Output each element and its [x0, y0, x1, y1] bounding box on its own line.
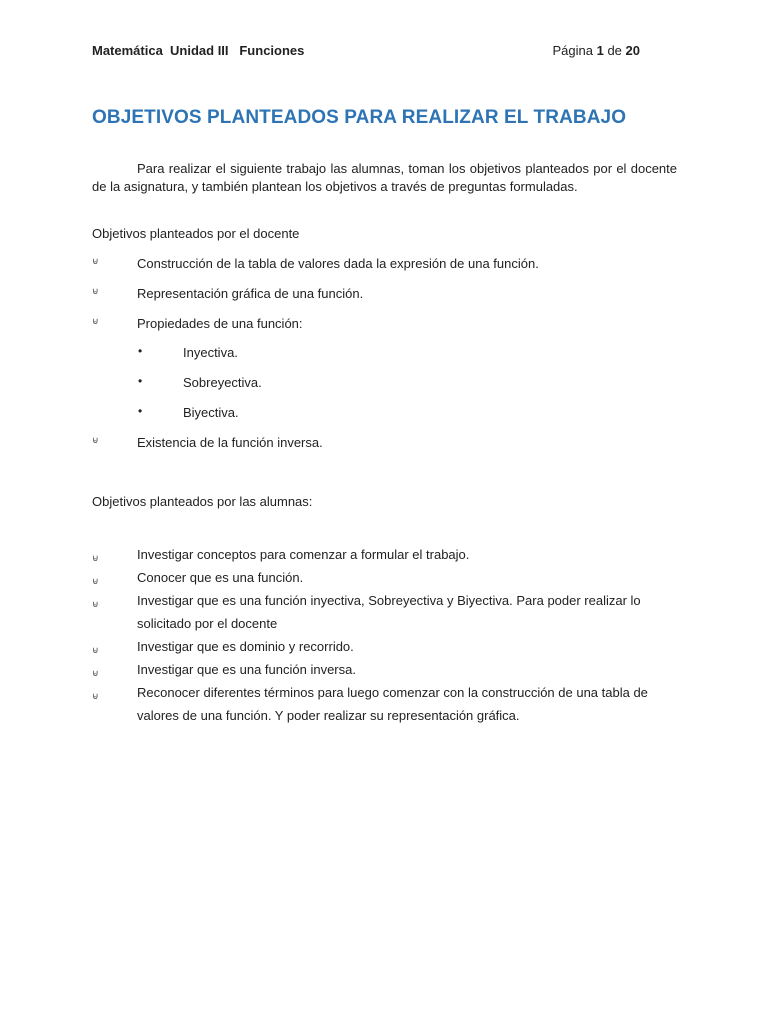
page-header — [92, 43, 640, 61]
dot-bullet-icon: • — [138, 404, 143, 418]
bullet-icon: ⊌ — [92, 599, 99, 609]
bullet-icon: ⊌ — [92, 435, 99, 445]
bullet-icon: ⊌ — [92, 256, 99, 266]
teacher-objective-text: Propiedades de una función: — [137, 316, 303, 331]
teacher-objective-text: Representación gráfica de una función. — [137, 286, 364, 301]
bullet-icon: ⊌ — [92, 576, 99, 586]
bullet-icon: ⊌ — [92, 553, 99, 563]
header-total-pages: 20 — [625, 43, 640, 58]
bullet-icon: ⊌ — [92, 645, 99, 655]
student-objective-text: Investigar que es dominio y recorrido. — [137, 639, 354, 654]
dot-bullet-icon: • — [138, 344, 143, 358]
teacher-objective-text: Existencia de la función inversa. — [137, 435, 323, 450]
header-of-word: de — [603, 43, 626, 58]
teacher-objectives-label: Objetivos planteados por el docente — [92, 226, 300, 241]
bullet-icon: ⊌ — [92, 668, 99, 678]
teacher-objective-text: Construcción de la tabla de valores dada la expresión de una función. — [137, 256, 539, 271]
student-objective-text: Investigar que es una función inyectiva, Sobreyectiva y Biyectiva. Para poder realizar lo solicitado por el docente — [137, 593, 641, 631]
header-subject: Matemática Unidad III Funciones — [92, 43, 305, 58]
function-property-text: Biyectiva. — [183, 405, 239, 420]
student-objective-text: Investigar conceptos para comenzar a formular el trabajo. — [137, 547, 470, 562]
header-page-number: 1 — [596, 43, 604, 58]
student-objective-text: Reconocer diferentes términos para luego comenzar con la construcción de una tabla de valores de una función. Y poder realizar su representación gráfica. — [137, 685, 648, 723]
student-objective-text: Conocer que es una función. — [137, 570, 304, 585]
dot-bullet-icon: • — [138, 374, 143, 388]
bullet-icon: ⊌ — [92, 316, 99, 326]
header-page-word: Página — [552, 43, 597, 58]
function-property-text: Sobreyectiva. — [183, 375, 262, 390]
student-objectives-label: Objetivos planteados por las alumnas: — [92, 494, 313, 509]
header-page-indicator — [553, 43, 640, 58]
intro-paragraph: Para realizar el siguiente trabajo las alumnas, toman los objetivos planteados por el docente de la asignatura, y también plantean los objetivos a través de preguntas formuladas. — [92, 161, 677, 194]
bullet-icon: ⊌ — [92, 286, 99, 296]
student-objective-text: Investigar que es una función inversa. — [137, 662, 356, 677]
function-property-text: Inyectiva. — [183, 345, 238, 360]
bullet-icon: ⊌ — [92, 691, 99, 701]
page-title: OBJETIVOS PLANTEADOS PARA REALIZAR EL TRABAJO — [92, 107, 627, 128]
